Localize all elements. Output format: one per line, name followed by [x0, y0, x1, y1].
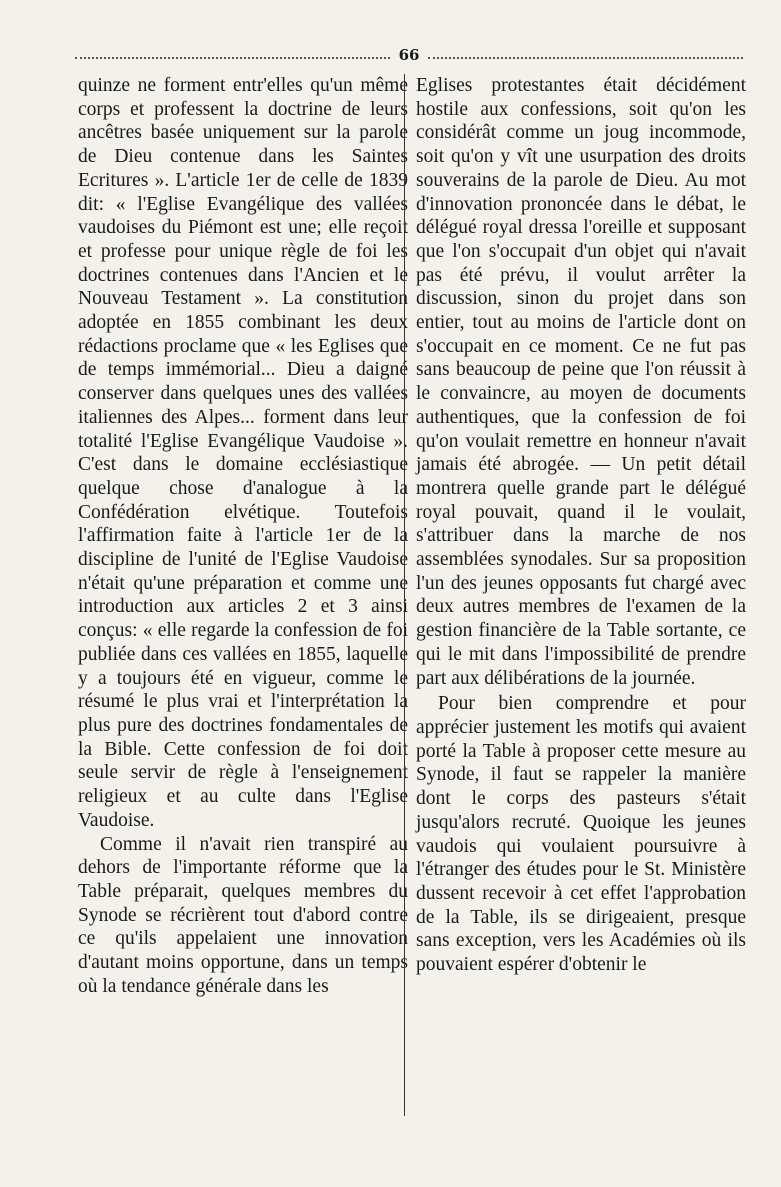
- page-number: 66: [398, 46, 420, 64]
- right-column: [416, 74, 746, 977]
- left-paragraph-2: Comme il n'avait rien transpiré au dehors de l'importante réforme que la Table préparait, quelques membres du Synode se récrièrent tout d'abord contre ce qu'ils appelaient une innovation d'autant moins opportune, dans un temps où la tendance générale dans les: [78, 833, 408, 997]
- right-paragraph-1: Eglises protestantes était décidément hostile aux confessions, soit qu'on les considérât comme un joug incommode, soit qu'on y vît une usurpation des droits souverains de la parole de Dieu. Au mot d'innovation prononcée dans le débat, le délégué royal dressa l'oreille et supposant que l'on s'occupait d'un objet qui n'avait pas été prévu, il voulut arrêter la discussion, sinon du projet dans son entier, tout au moins de l'article dont on s'occupait en ce moment. Ce ne fut pas sans beaucoup de peine que l'on réussit à le convaincre, au moyen de documents authentiques, que la confession de foi qu'on voulait remettre en honneur n'avait jamais été abrogée. — Un petit détail montrera quelle grande part le délégué royal pouvait, quand il le voulait, s'attribuer dans la marche de nos assemblées synodales. Sur sa proposition l'un des jeunes opposants fut chargé avec deux autres membres de l'examen de la gestion financière de la Table sortante, ce qui le mit dans l'impossibilité de prendre part aux délibérations de la journée.: [416, 75, 746, 689]
- left-column: [78, 74, 408, 998]
- column-divider: [404, 74, 405, 1116]
- page-header: [75, 46, 743, 66]
- right-paragraph-2: Pour bien comprendre et pour apprécier justement les motifs qui avaient porté la Table à proposer cette mesure au Synode, il faut se rappeler la manière dont le corps des pasteurs s'était jusqu'alors recruté. Quoique les jeunes vaudois qui voulaient poursuivre à l'étranger des études pour le St. Ministère dussent recevoir à cet effet l'approbation de la Table, ils se dirigeaient, presque sans exception, vers les Académies où ils pouvaient espérer d'obtenir le: [416, 693, 746, 976]
- left-paragraph-1: quinze ne forment entr'elles qu'un même corps et professent la doctrine de leurs ancêtres basée uniquement sur la parole de Dieu contenue dans les Saintes Ecritures ». L'article 1er de celle de 1839 dit: « l'Eglise Evangélique des vallées vaudoises du Piémont est une; elle reçoit et professe pour unique règle de foi les doctrines contenues dans l'Ancien et le Nouveau Testament ». La constitution adoptée en 1855 combinant les deux rédactions proclame que « les Eglises que de temps immémorial... Dieu a daigné conserver dans quelques unes des vallées italiennes des Alpes... forment dans leur totalité l'Eglise Evangélique Vaudoise ». C'est dans le domaine ecclésiastique quelque chose d'analogue à la Confédération elvétique. Toutefois l'affirmation faite à l'article 1er de la discipline de l'unité de l'Eglise Vaudoise n'était qu'une préparation et comme une introduction aux articles 2 et 3 ainsi conçus: « elle regarde la confession de foi publiée dans ces vallées en 1855, laquelle y a toujours été en vigueur, comme le résumé le plus vrai et l'interprétation la plus pure des doctrines fondamentales de la Bible. Cette confession de foi doit seule servir de règle à l'enseignement religieux et au culte dans l'Eglise Vaudoise.: [78, 75, 408, 831]
- header-rule-left: [75, 57, 390, 59]
- header-rule-right: [428, 57, 743, 59]
